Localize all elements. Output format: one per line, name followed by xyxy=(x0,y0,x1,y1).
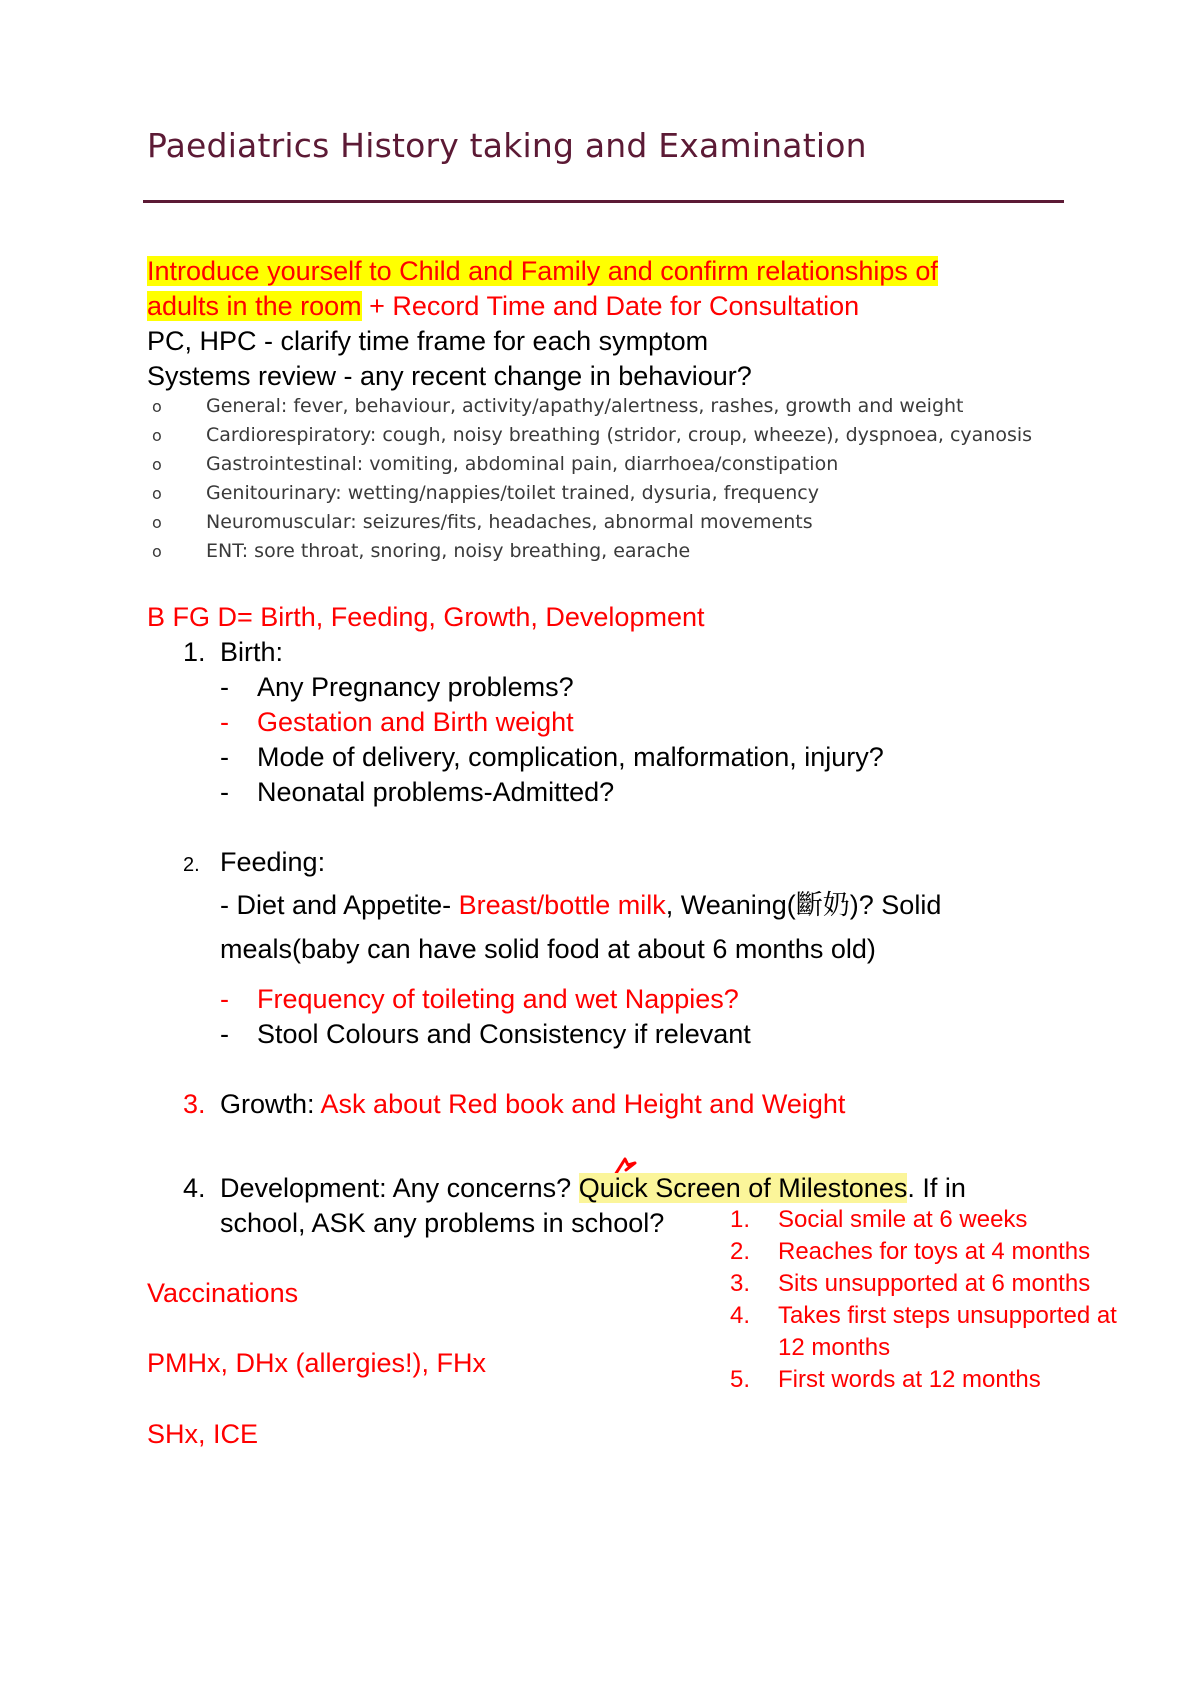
birth-heading: 1. Birth: xyxy=(183,637,284,667)
birth-item: - Gestation and Birth weight xyxy=(220,707,574,737)
bullet-icon: o xyxy=(152,426,162,445)
milestone-item: 2. Reaches for toys at 4 months xyxy=(730,1238,1091,1265)
title-divider xyxy=(143,200,1064,203)
feeding-item: - Frequency of toileting and wet Nappies? xyxy=(220,984,739,1014)
bullet-icon: o xyxy=(152,542,162,561)
development-line-2: school, ASK any problems in school? xyxy=(220,1208,665,1238)
feeding-diet-line: - Diet and Appetite- Breast/bottle milk, Weaning(斷奶)? Solid xyxy=(220,890,942,920)
bullet-icon: o xyxy=(152,513,162,532)
development-line-1: 4. Development: Any concerns? Quick Screen of Milestones. If in xyxy=(183,1173,966,1203)
system-item: o Genitourinary: wetting/nappies/toilet trained, dysuria, frequency xyxy=(152,479,1032,508)
shx-line: SHx, ICE xyxy=(147,1419,259,1449)
feeding-heading: 2. Feeding: xyxy=(183,847,326,877)
feeding-diet-line-2: meals(baby can have solid food at about 6 months old) xyxy=(220,934,876,964)
systems-list xyxy=(152,392,1032,566)
systems-review-heading: Systems review - any recent change in behaviour? xyxy=(147,361,752,391)
pc-hpc-line: PC, HPC - clarify time frame for each symptom xyxy=(147,326,709,356)
system-item: o Cardiorespiratory: cough, noisy breathing (stridor, croup, wheeze), dyspnoea, cyanosis xyxy=(152,421,1032,450)
page-title: Paediatrics History taking and Examination xyxy=(147,126,867,165)
system-item: o Neuromuscular: seizures/fits, headaches, abnormal movements xyxy=(152,508,1032,537)
intro-line-1 xyxy=(147,254,938,289)
milestones-highlight: Quick Screen of Milestones xyxy=(578,1173,908,1203)
intro-line-2 xyxy=(147,289,859,324)
milestone-item: 3. Sits unsupported at 6 months xyxy=(730,1270,1091,1297)
milestones-list xyxy=(730,1204,1138,1396)
system-item: o General: fever, behaviour, activity/apathy/alertness, rashes, growth and weight xyxy=(152,392,1032,421)
intro-highlight-1: Introduce yourself to Child and Family and confirm relationships of xyxy=(147,256,938,286)
milestone-item: 5. First words at 12 months xyxy=(730,1366,1041,1393)
birth-item: - Neonatal problems-Admitted? xyxy=(220,777,615,807)
bfgd-heading: B FG D= Birth, Feeding, Growth, Development xyxy=(147,602,705,632)
vaccinations-line: Vaccinations xyxy=(147,1278,299,1308)
milestone-item: 1. Social smile at 6 weeks xyxy=(730,1206,1028,1233)
bullet-icon: o xyxy=(152,455,162,474)
growth-line: 3. Growth: Ask about Red book and Height and Weight xyxy=(183,1089,846,1119)
bullet-icon: o xyxy=(152,397,162,416)
birth-item: - Any Pregnancy problems? xyxy=(220,672,574,702)
system-item: o Gastrointestinal: vomiting, abdominal pain, diarrhoea/constipation xyxy=(152,450,1032,479)
intro-highlight-2: adults in the room xyxy=(147,291,362,321)
intro-rest: + Record Time and Date for Consultation xyxy=(361,291,860,321)
pmhx-line: PMHx, DHx (allergies!), FHx xyxy=(147,1348,487,1378)
feeding-item: - Stool Colours and Consistency if relevant xyxy=(220,1019,751,1049)
birth-item: - Mode of delivery, complication, malformation, injury? xyxy=(220,742,884,772)
bullet-icon: o xyxy=(152,484,162,503)
milestone-item: 4. Takes first steps unsupported at 12 months xyxy=(730,1302,1117,1361)
system-item: o ENT: sore throat, snoring, noisy breathing, earache xyxy=(152,537,1032,566)
